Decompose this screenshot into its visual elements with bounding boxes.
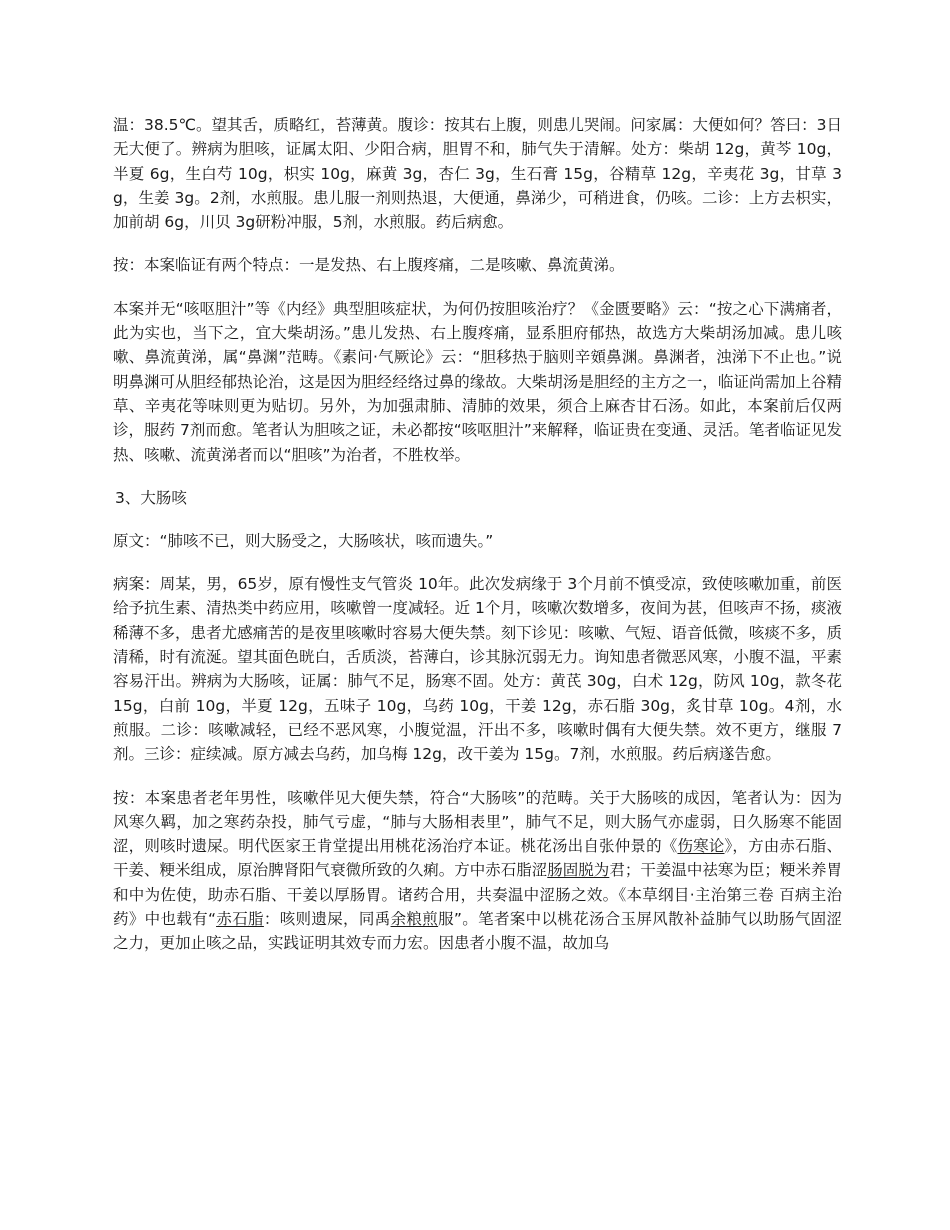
commentary-part-a: 按：本案患者老年男性，咳嗽伴见大便失禁，符合“大肠咳”的范畴。关于大肠咳的成因，笔者认为：因为风寒久羁，加之寒药杂投，肺气亏虚，“肺与大肠相表里”，肺气不足，则大肠气亦虚弱，日久肠寒不能固涩，则咳时遗屎。明代医家王肯堂提出用桃花汤治疗本证。桃花汤出自张仲景的《 (113, 788, 842, 856)
paragraph-case-record: 病案：周某，男，65岁，原有慢性支气管炎 10年。此次发病缘于 3个月前不慎受凉，致使咳嗽加重，前医给予抗生素、清热类中药应用，咳嗽曾一度减轻。近 1个月，咳嗽次数增多，夜间为甚，但咳声不扬，痰液稀薄不多，患者尤感痛苦的是夜里咳嗽时容易大便失禁。刻下诊见：咳嗽、气短、语音低微，咳痰不多，质清稀，时有流涎。望其面色晄白，舌质淡，苔薄白，诊其脉沉弱无力。询知患者微恶风寒，小腹不温，平素容易汗出。辨病为大肠咳，证属：肺气不足，肠寒不固。处方：黄芪 30g，白术 12g，防风 10g，款冬花 15g，白前 10g，半夏 12g，五味子 10g，乌药 10g，干姜 12g，赤石脂 30g，炙甘草 10g。4剂，水煎服。二诊：咳嗽减轻，已经不恶风寒，小腹觉温，汗出不多，咳嗽时偶有大便失禁。效不更方，继服 7剂。三诊：症续减。原方减去乌药，加乌梅 12g，改干姜为 15g。7剂，水煎服。药后病遂告愈。 (113, 575, 842, 764)
underlined-term-changgutuo: 肠固脱为 (547, 861, 610, 880)
paragraph-commentary (113, 786, 842, 956)
underlined-term-yuliangjian: 余粮煎 (390, 910, 439, 929)
underlined-term-shanghanlun: 伤寒论 (677, 837, 725, 856)
underlined-term-chishizhi: 赤石脂 (216, 910, 264, 929)
commentary-part-d: ：咳则遗屎，同禹 (263, 910, 391, 929)
commentary-part-e: 服”。笔者案中以桃花汤合玉屏风散补益肺气以助肠气固涩之力，更加止咳之品，实践证明其效专而力宏。因患者小腹不温，故加乌 (113, 910, 842, 953)
paragraph-original-text: 原文：“肺咳不已，则大肠受之，大肠咳状，咳而遗失。” (113, 531, 494, 550)
paragraph-note-features: 按：本案临证有两个特点：一是发热、右上腹疼痛，二是咳嗽、鼻流黄涕。 (113, 256, 625, 275)
commentary-part-b: 》，方由赤石脂、干姜、粳米组成，原治脾肾阳气衰微所致的久痢。方中赤石脂涩 (113, 837, 842, 880)
section-heading: 3、大肠咳 (115, 488, 187, 507)
paragraph-analysis: 本案并无“咳呕胆汁”等《内经》典型胆咳症状，为何仍按胆咳治疗？《金匮要略》云：“按之心下满痛者，此为实也，当下之，宜大柴胡汤。”患儿发热、右上腹疼痛，显系胆府郁热，故选方大柴胡汤加减。患儿咳嗽、鼻流黄涕，属“鼻渊”范畴。《素问·气厥论》云：“胆移热于脑则辛頞鼻渊。鼻渊者，浊涕下不止也。”说明鼻渊可从胆经郁热论治，这是因为胆经经络过鼻的缘故。大柴胡汤是胆经的主方之一，临证尚需加上谷精草、辛夷花等味则更为贴切。另外，为加强肃肺、清肺的效果，须合上麻杏甘石汤。如此，本案前后仅两诊，服药 7剂而愈。笔者认为胆咳之证，未必都按“咳呕胆汁”来解释，临证贵在变通、灵活。笔者临证见发热、咳嗽、流黄涕者而以“胆咳”为治者，不胜枚举。 (113, 299, 842, 464)
paragraph-case-continuation: 温：38.5℃。望其舌，质略红，苔薄黄。腹诊：按其右上腹，则患儿哭闹。问家属：大便如何？答曰：3日无大便了。辨病为胆咳，证属太阳、少阳合病，胆胃不和，肺气失于清解。处方：柴胡 12g，黄芩 10g，半夏 6g，生白芍 10g，枳实 10g，麻黄 3g，杏仁 3g，生石膏 15g，谷精草 12g，辛夷花 3g，甘草 3g，生姜 3g。2剂，水煎服。患儿服一剂则热退，大便通，鼻涕少，可稍进食，仍咳。二诊：上方去枳实，加前胡 6g，川贝 3g研粉冲服，5剂，水煎服。药后病愈。 (113, 116, 842, 232)
commentary-part-c: 君；干姜温中祛寒为臣；粳米养胃和中为佐使，助赤石脂、干姜以厚肠胃。诸药合用，共奏温中涩肠之效。《本草纲目·主治第三卷 百病主治药》中也载有“ (113, 861, 842, 929)
